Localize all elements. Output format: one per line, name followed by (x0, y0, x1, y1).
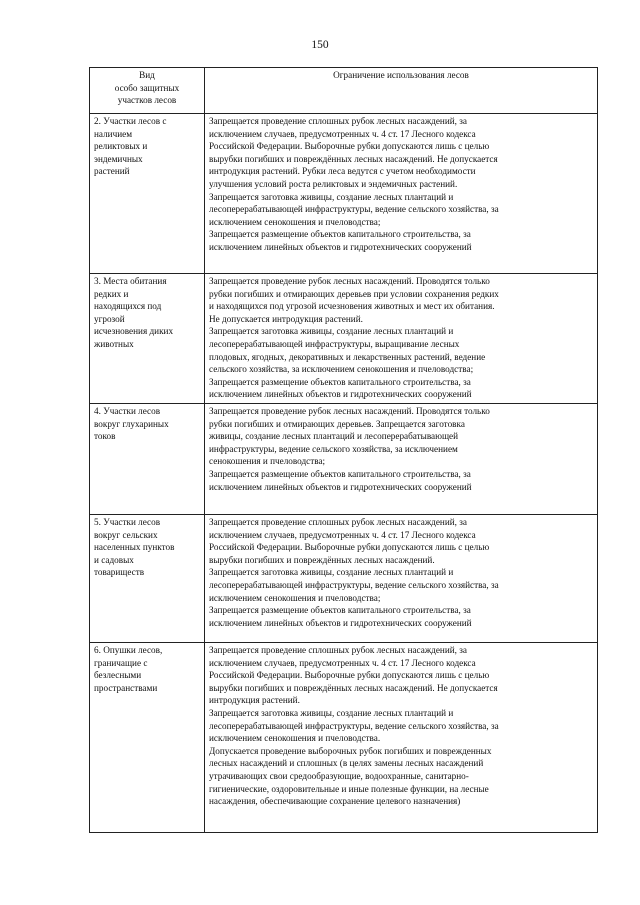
cell-area-type (90, 274, 205, 404)
restriction-line: исключением линейных объектов и гидротехнических сооружений (209, 617, 472, 628)
restriction-line: вырубки погибших и повреждённых лесных насаждений. Не допускается (209, 153, 498, 164)
restriction-line: Запрещается проведение сплошных рубок лесных насаждений, за (209, 116, 467, 126)
restriction-paragraph (209, 115, 593, 191)
restriction-paragraph (209, 644, 593, 707)
cell-restriction-text (205, 114, 598, 274)
page-number: 150 (311, 39, 329, 51)
restriction-line: лесоперерабатывающей инфраструктуры, ведение сельского хозяйства, за (209, 720, 499, 731)
restriction-line: Запрещается проведение сплошных рубок лесных насаждений, за (209, 517, 467, 527)
area-type-line: животных (94, 338, 134, 349)
cell-restriction-text (205, 274, 598, 404)
restriction-line: интродукция растений. (209, 695, 300, 706)
restriction-line: исключением случаев, предусмотренных ч. 4 ст. 17 Лесного кодекса (209, 657, 476, 668)
restriction-paragraph (209, 405, 593, 468)
area-type-line: вокруг глухариных (94, 418, 169, 429)
table-row (90, 643, 598, 833)
header-line: Вид (139, 70, 155, 80)
restriction-line: рубки погибших и отмирающих деревьев при условии сохранения редких (209, 288, 499, 299)
area-type-line: 4. Участки лесов (94, 406, 161, 416)
area-type-line: исчезновения диких (94, 326, 174, 337)
restriction-paragraph (209, 604, 593, 629)
restriction-line: исключением сенокошения и пчеловодства. (209, 733, 381, 744)
restriction-paragraph (209, 566, 593, 604)
restriction-line: исключением случаев, предусмотренных ч. 4 ст. 17 Лесного кодекса (209, 529, 476, 540)
restriction-line: и находящихся под угрозой исчезновения животных и мест их обитания. (209, 301, 495, 312)
restriction-line: исключением сенокошения и пчеловодства; (209, 592, 381, 603)
restriction-line: Запрещается размещение объектов капитального строительства, за (209, 376, 471, 387)
area-type-line: растений (94, 166, 130, 177)
restriction-line: исключением линейных объектов и гидротехнических сооружений (209, 481, 472, 492)
restriction-line: исключением случаев, предусмотренных ч. 4 ст. 17 Лесного кодекса (209, 128, 476, 139)
restriction-line: Российской Федерации. Выборочные рубки допускаются лишь с целью (209, 670, 490, 681)
header-line: особо защитных (114, 82, 180, 93)
area-type-line: реликтовых и (94, 141, 148, 152)
cell-area-type (90, 114, 205, 274)
area-type-line: вокруг сельских (94, 529, 158, 540)
restriction-line: вырубки погибших и повреждённых лесных насаждений. (209, 554, 435, 565)
restriction-line: лесных насаждений и сплошных (в целях замены лесных насаждений (209, 758, 484, 769)
restriction-paragraph (209, 376, 593, 401)
restriction-line: Запрещается заготовка живицы, создание лесных плантаций и (209, 326, 454, 337)
restriction-line: Российской Федерации. Выборочные рубки допускаются лишь с целью (209, 141, 490, 152)
area-type-line: редких и (94, 288, 129, 299)
area-type-line: эндемичных (94, 153, 143, 164)
area-type-line: граничащие с (94, 657, 148, 668)
restriction-line: Запрещается заготовка живицы, создание лесных плантаций и (209, 567, 454, 578)
restriction-line: исключением сенокошения и пчеловодства; (209, 216, 381, 227)
restriction-line: сельского хозяйства, за исключением сенокошения и пчеловодства; (209, 364, 474, 375)
restriction-line: исключением линейных объектов и гидротехнических сооружений (209, 389, 472, 400)
restriction-paragraph (209, 191, 593, 229)
restriction-line: Российской Федерации. Выборочные рубки допускаются лишь с целью (209, 542, 490, 553)
header-line: участков лесов (117, 95, 177, 106)
area-type-line: токов (94, 431, 116, 442)
area-type-line: населенных пунктов (94, 542, 175, 553)
restriction-line: сенокошения и пчеловодства; (209, 456, 326, 467)
restriction-line: Запрещается проведение рубок лесных насаждений. Проводятся только (209, 406, 490, 416)
restriction-line: вырубки погибших и повреждённых лесных насаждений. Не допускается (209, 682, 498, 693)
restriction-line: Запрещается заготовка живицы, создание лесных плантаций и (209, 191, 454, 202)
restriction-line: Запрещается проведение рубок лесных насаждений. Проводятся только (209, 276, 490, 286)
restriction-line: Запрещается размещение объектов капитального строительства, за (209, 229, 471, 240)
restriction-paragraph (209, 516, 593, 566)
restriction-line: рубки погибших и отмирающих деревьев. Запрещается заготовка (209, 418, 465, 429)
cell-restriction-text (205, 515, 598, 643)
area-type-line: находящихся под (94, 301, 162, 312)
restriction-line: инфраструктуры, ведение сельского хозяйства, за исключением (209, 443, 458, 454)
area-type-line: угрозой (94, 313, 125, 324)
restriction-paragraph (209, 745, 593, 808)
table-header-row (90, 68, 598, 114)
area-type-line: пространствами (94, 682, 158, 693)
restriction-paragraph (209, 468, 593, 493)
cell-restriction-text (205, 643, 598, 833)
restriction-line: улучшения условий роста реликтовых и эндемичных растений. (209, 178, 458, 189)
forest-restrictions-table (89, 67, 598, 833)
restriction-paragraph (209, 228, 593, 253)
cell-area-type (90, 643, 205, 833)
table-row (90, 515, 598, 643)
restriction-line: Запрещается размещение объектов капитального строительства, за (209, 605, 471, 616)
restriction-line: гигиенические, оздоровительные и иные полезные функции, на лесные (209, 783, 489, 794)
restriction-line: Запрещается проведение сплошных рубок лесных насаждений, за (209, 645, 467, 655)
restriction-line: Запрещается заготовка живицы, создание лесных плантаций и (209, 707, 454, 718)
cell-area-type (90, 404, 205, 515)
restriction-line: живицы, создание лесных плантаций и лесоперерабатывающей (209, 431, 459, 442)
cell-restriction-text (205, 404, 598, 515)
area-type-line: безлесными (94, 670, 142, 681)
header-protected-area-type (90, 68, 205, 114)
restriction-line: утрачивающих свои средообразующие, водоохранные, санитарно- (209, 770, 469, 781)
restriction-line: лесоперерабатывающей инфраструктуры, ведение сельского хозяйства, за (209, 579, 499, 590)
area-type-line: 3. Места обитания (94, 276, 167, 286)
restriction-line: Допускается проведение выборочных рубок погибших и поврежденных (209, 745, 492, 756)
restriction-paragraph (209, 707, 593, 745)
cell-area-type (90, 515, 205, 643)
table-row (90, 404, 598, 515)
area-type-line: 5. Участки лесов (94, 517, 161, 527)
restriction-line: плодовых, ягодных, декоративных и лекарственных растений, ведение (209, 351, 486, 362)
restriction-paragraph (209, 275, 593, 325)
restriction-paragraph (209, 325, 593, 375)
area-type-line: 2. Участки лесов с (94, 116, 167, 126)
area-type-line: 6. Опушки лесов, (94, 645, 163, 655)
area-type-line: наличием (94, 128, 133, 139)
header-usage-restriction: Ограничение использования лесов (205, 68, 598, 114)
table-row (90, 274, 598, 404)
restriction-line: интродукция растений. Рубки леса ведутся с учетом необходимости (209, 166, 476, 177)
area-type-line: товариществ (94, 567, 145, 578)
restriction-line: лесоперерабатывающей инфраструктуры, выращивание лесных (209, 338, 460, 349)
restriction-line: лесоперерабатывающей инфраструктуры, ведение сельского хозяйства, за (209, 204, 499, 215)
table-row (90, 114, 598, 274)
area-type-line: и садовых (94, 554, 134, 565)
restriction-line: Запрещается размещение объектов капитального строительства, за (209, 468, 471, 479)
restriction-line: исключением линейных объектов и гидротехнических сооружений (209, 241, 472, 252)
restriction-line: Не допускается интродукция растений. (209, 313, 363, 324)
restriction-line: насаждения, обеспечивающие сохранение целевого назначения) (209, 796, 461, 807)
